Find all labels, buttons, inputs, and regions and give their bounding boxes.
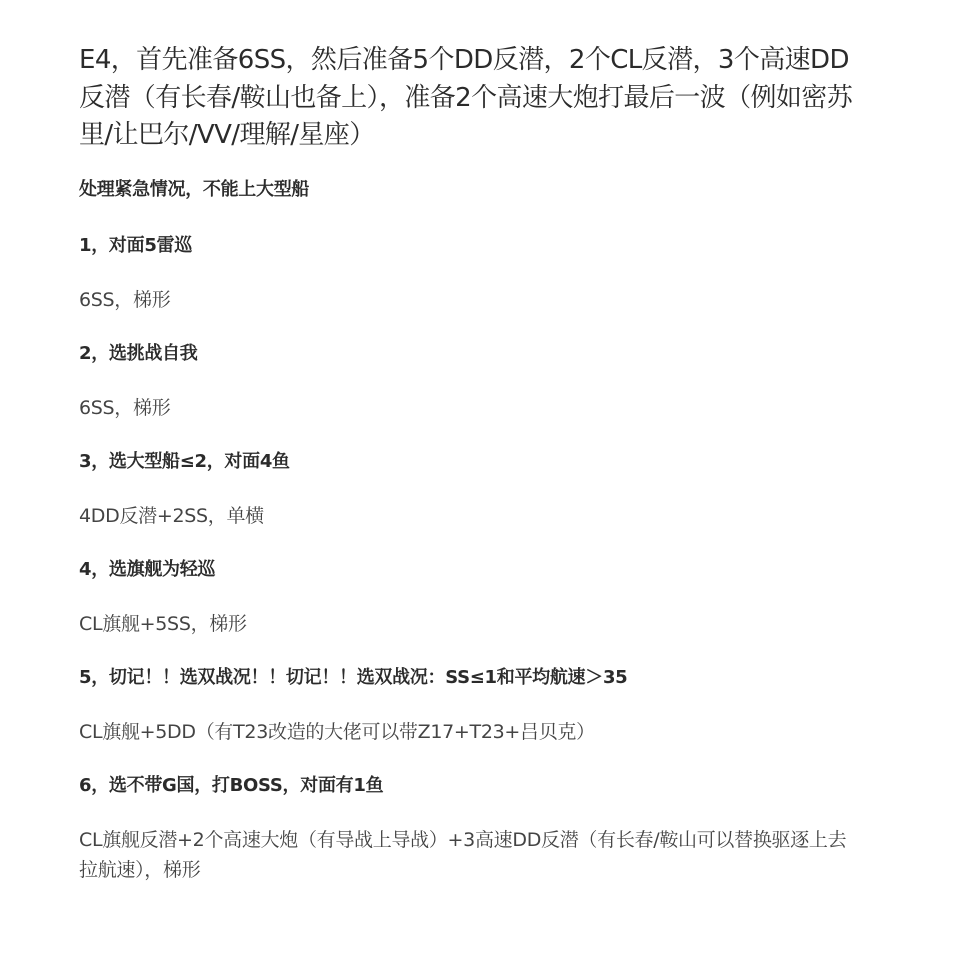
article	[79, 42, 859, 907]
section-2-body: 6SS，梯形	[79, 396, 171, 419]
section-4-body: CL旗舰+5SS，梯形	[79, 612, 247, 635]
section-6-body: CL旗舰反潜+2个高速大炮（有导战上导战）+3高速DD反潜（有长春/鞍山可以替换驱逐上去拉航速），梯形	[79, 828, 847, 881]
section-5-title: 5，切记！！选双战况！！切记！！选双战况：SS≤1和平均航速＞35	[79, 666, 628, 688]
section-4-title: 4，选旗舰为轻巡	[79, 558, 216, 580]
section-3-title: 3，选大型船≤2，对面4鱼	[79, 450, 290, 472]
lead-paragraph: E4，首先准备6SS，然后准备5个DD反潜，2个CL反潜，3个高速DD反潜（有长春/鞍山也备上），准备2个高速大炮打最后一波（例如密苏里/让巴尔/VV/理解/星座）	[79, 45, 853, 150]
section-1-title: 1，对面5雷巡	[79, 234, 192, 256]
section-1-body: 6SS，梯形	[79, 288, 171, 311]
emergency-heading: 处理紧急情况，不能上大型船	[79, 178, 310, 200]
section-5-body: CL旗舰+5DD（有T23改造的大佬可以带Z17+T23+吕贝克）	[79, 720, 595, 743]
section-3-body: 4DD反潜+2SS，单横	[79, 504, 264, 527]
section-2-title: 2，选挑战自我	[79, 342, 198, 364]
section-6-title: 6，选不带G国，打BOSS，对面有1鱼	[79, 774, 384, 796]
